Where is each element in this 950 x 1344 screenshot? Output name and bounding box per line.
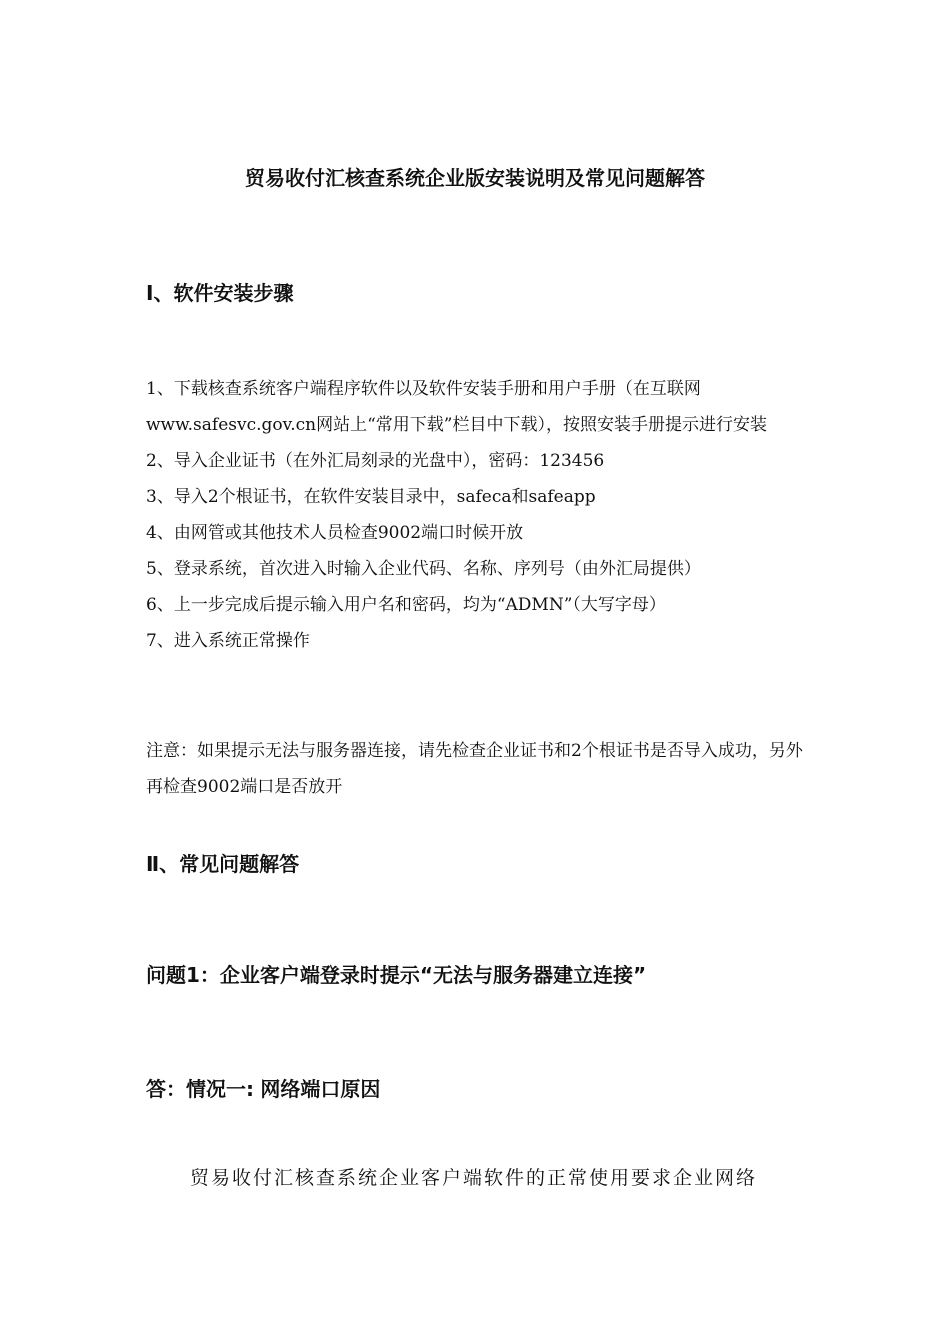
step-item: 3、导入2个根证书，在软件安装目录中，safeca和safeapp [146,487,596,507]
installation-note [146,733,816,805]
step-item: 4、由网管或其他技术人员检查9002端口时候开放 [146,523,524,543]
faq-answer-paragraph: 贸易收付汇核查系统企业客户端软件的正常使用要求企业网络 [190,1167,758,1189]
step-item: 1、下载核查系统客户端程序软件以及软件安装手册和用户手册（在互联网www.safesvc.gov.cn网站上“常用下载”栏目中下载），按照安装手册提示进行安装 [146,379,767,435]
section-heading-faq: Ⅱ、常见问题解答 [146,852,300,876]
answer-lead: 答：情况一: [146,1077,254,1101]
document-title: 贸易收付汇核查系统企业版安装说明及常见问题解答 [245,166,705,190]
note-text: 注意：如果提示无法与服务器连接，请先检查企业证书和2个根证书是否导入成功，另外再检查9002端口是否放开 [146,741,803,797]
faq-question-1: 问题1：企业客户端登录时提示“无法与服务器建立连接” [146,963,647,987]
answer-case-title: 网络端口原因 [260,1077,381,1101]
installation-steps [146,371,816,659]
faq-answer-heading [146,1074,380,1104]
step-item: 7、进入系统正常操作 [146,631,310,651]
step-item: 5、登录系统，首次进入时输入企业代码、名称、序列号（由外汇局提供） [146,559,701,579]
step-item: 2、导入企业证书（在外汇局刻录的光盘中），密码：123456 [146,451,605,471]
step-item: 6、上一步完成后提示输入用户名和密码，均为“ADMN”（大写字母） [146,595,666,615]
section-heading-installation: Ⅰ、软件安装步骤 [146,281,294,305]
